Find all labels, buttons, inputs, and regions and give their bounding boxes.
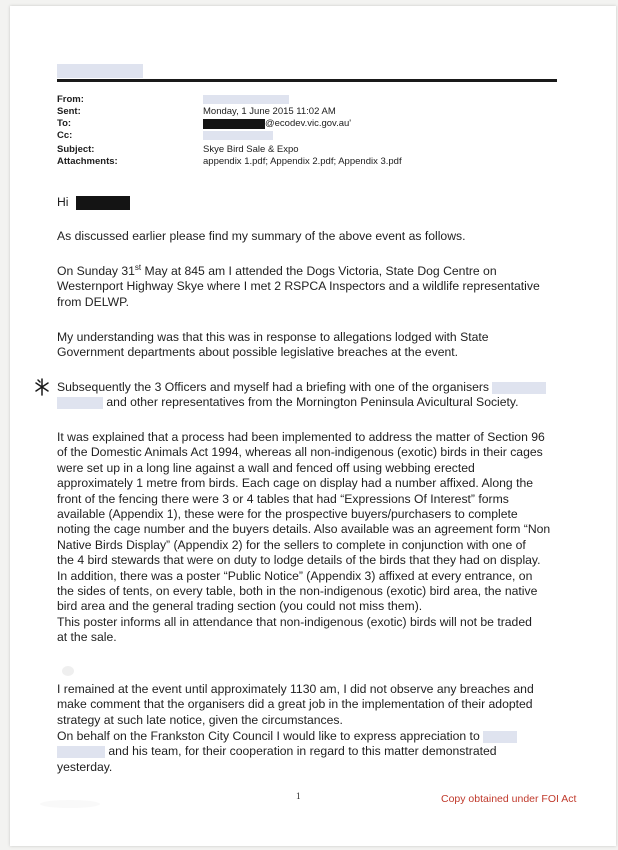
paragraph-line: yesterday. (57, 759, 113, 774)
attachments-value: appendix 1.pdf; Appendix 2.pdf; Appendix 3.pdf (203, 156, 402, 167)
paragraph-line: the 4 bird stewards that were on duty to lodge details of the birds that they had on display. (57, 553, 541, 568)
paragraph-line: Government departments about possible legislative breaches at the event. (57, 345, 459, 360)
greeting (57, 195, 557, 210)
sent-label: Sent: (57, 106, 81, 117)
redaction-to-name (203, 119, 265, 129)
paragraph-line: This poster informs all in attendance that non-indigenous (exotic) birds will not be traded (57, 614, 532, 629)
subject-label: Subject: (57, 144, 95, 155)
paragraph-line: In addition, there was a poster “Public Notice” (Appendix 3) affixed at every entrance, on (57, 568, 533, 583)
paragraph-line: the sides of tents, on every table, both in the non-indigenous (exotic) bird area, the native (57, 584, 538, 599)
redaction-organiser-name-2 (57, 746, 105, 758)
paragraph-process (57, 430, 557, 646)
paragraph-line: make comment that the organisers did a great job in the implementation of their adopted (57, 697, 533, 712)
paragraph-line: My understanding was that this was in response to allegations lodged with State (57, 330, 489, 344)
sent-value: Monday, 1 June 2015 11:02 AM (203, 106, 336, 117)
redaction-from (203, 95, 289, 104)
paragraph-outcome (57, 682, 557, 728)
scan-smudge (62, 666, 74, 676)
to-value: @ecodev.vic.gov.au' (265, 118, 352, 129)
paragraph-line: On Sunday 31st May at 845 am I attended the Dogs Victoria, State Dog Centre on (57, 262, 497, 278)
paragraph-appreciation (57, 729, 557, 775)
redaction-cc (203, 131, 273, 140)
paragraph-intro (57, 229, 557, 244)
paragraph-line: approximately 1 metre from birds. Each cage on display had a number affixed. Along the (57, 476, 534, 491)
paragraph-understanding (57, 330, 557, 361)
paragraph-briefing (57, 380, 557, 411)
paragraph-line: of the Domestic Animals Act 1994, whereas all non-indigenous (exotic) birds in their cages (57, 445, 543, 460)
paragraph-line: at the sale. (57, 630, 117, 645)
paragraph-line: As discussed earlier please find my summary of the above event as follows. (57, 229, 466, 243)
paragraph-line: were set up in a long line against a wall and fenced off using webbing erected (57, 460, 475, 475)
paragraph-line: It was explained that a process had been implemented to address the matter of Section 96 (57, 430, 545, 444)
redaction-recipient (76, 196, 130, 210)
paragraph-line: Westernport Highway Skye where I met 2 RSPCA Inspectors and a wildlife representative (57, 279, 540, 294)
paragraph-line: Subsequently the 3 Officers and myself had a briefing with one of the organisers (57, 380, 557, 395)
redaction-sender-name (57, 64, 143, 78)
paragraph-line: and other representatives from the Mornington Peninsula Avicultural Society. (57, 395, 557, 410)
redaction-organiser-first (492, 382, 546, 394)
paragraph-line: front of the fencing there were 3 or 4 tables that had “Expressions Of Interest” forms (57, 491, 509, 506)
paragraph-line: On behalf on the Frankston City Council I would like to express appreciation to (57, 729, 557, 744)
paragraph-line: bird area and the general trading section (you could not miss them). (57, 599, 423, 614)
from-label: From: (57, 94, 84, 105)
header-rule (57, 79, 557, 82)
cc-label: Cc: (57, 130, 73, 141)
paragraph-line: I remained at the event until approximately 1130 am, I did not observe any breaches and (57, 682, 534, 696)
redaction-organiser-name (483, 731, 517, 743)
greeting-text: Hi (57, 195, 69, 209)
paragraph-line: noting the cage number and the buyers details. Also available was an agreement form “Non (57, 522, 551, 537)
handwritten-asterisk-icon (34, 378, 50, 396)
subject-value: Skye Bird Sale & Expo (203, 144, 299, 155)
page-number: 1 (296, 791, 301, 801)
paragraph-line: available (Appendix 1), these were for the prospective buyers/purchasers to complete (57, 507, 518, 522)
to-label: To: (57, 118, 72, 129)
scan-smudge (40, 800, 100, 808)
redaction-organiser-last (57, 397, 103, 409)
paragraph-line: Native Birds Display” (Appendix 2) for the sellers to complete in conjunction with one of (57, 537, 526, 552)
paragraph-line: and his team, for their cooperation in regard to this matter demonstrated (57, 744, 557, 759)
paragraph-line: from DELWP. (57, 294, 130, 309)
attachments-label: Attachments: (57, 156, 118, 167)
paragraph-attendance (57, 264, 557, 310)
paragraph-line: strategy at such late notice, given the circumstances. (57, 712, 343, 727)
foi-notice: Copy obtained under FOI Act (441, 793, 577, 805)
